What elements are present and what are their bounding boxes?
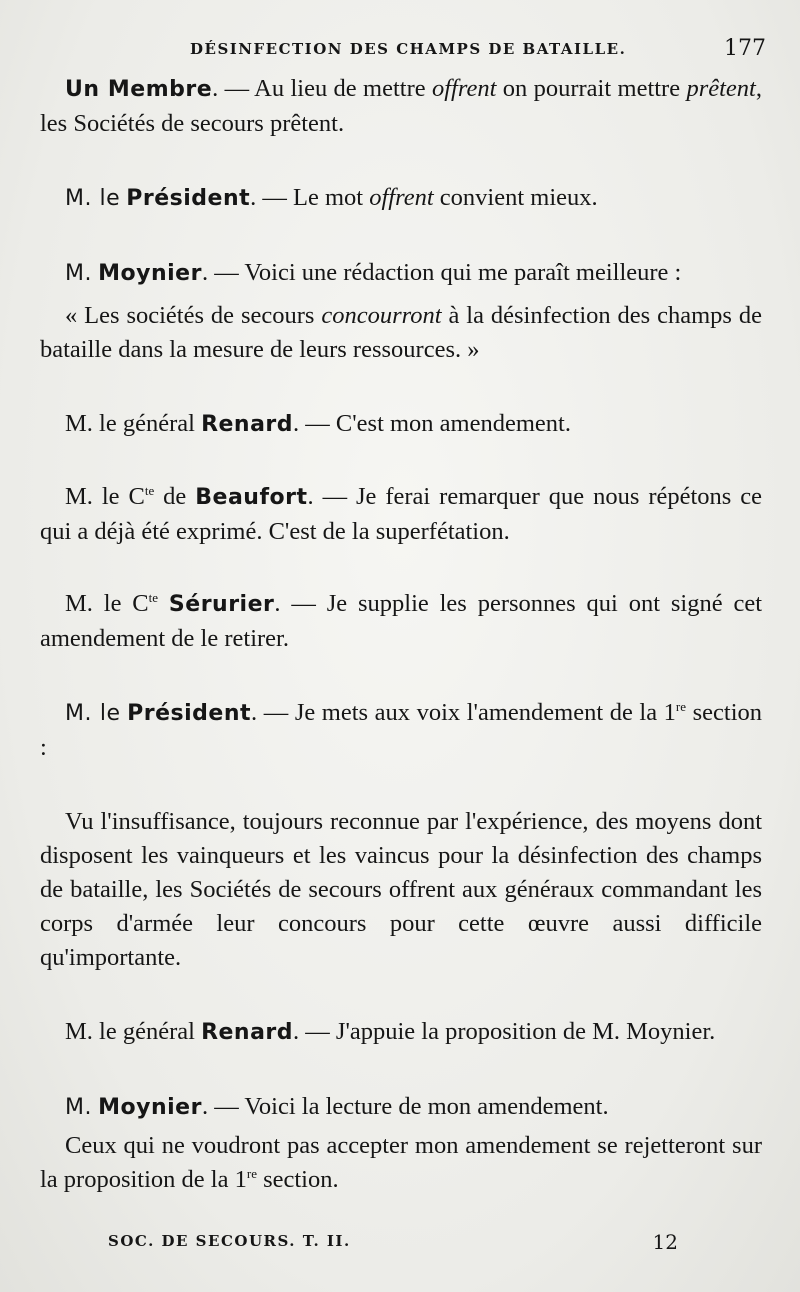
page-number: 177 — [724, 36, 766, 61]
speaker-name: Beaufort — [195, 485, 308, 510]
paragraph-renard-2: M. le général Renard. — J'appuie la proposition de M. Moynier. — [65, 1018, 716, 1045]
signature-number: 12 — [652, 1230, 678, 1254]
speaker-name: Président — [127, 701, 252, 726]
paragraph-beaufort: M. le $C^{te}$ de Beaufort. — Je ferai remarquer que nous répétons ce qui a déjà été exprimé. C'est de la superfétation. — [40, 482, 763, 545]
speaker-name: Un Membre — [65, 77, 213, 102]
speaker-name: Sérurier — [168, 592, 275, 617]
speaker-name: Renard — [201, 412, 294, 437]
speaker-name: Moynier — [98, 261, 202, 286]
speaker-name: Moynier — [98, 1095, 202, 1120]
paragraph-moynier-1: M. Moynier. — Voici une rédaction qui me paraît meilleure : — [65, 259, 682, 286]
paragraph-serurier: M. le $C^{te}$ Sérurier. — Je supplie les personnes qui ont signé cet amendement de le retirer. — [40, 589, 763, 652]
speaker-name: Renard — [201, 1020, 294, 1045]
body-text — [40, 72, 762, 1197]
page-footer — [108, 1232, 678, 1258]
paragraph-president-2: M. le Président. — Je mets aux voix l'amendement de la 1re section : — [40, 698, 763, 761]
paragraph-moynier-2: M. Moynier. — Voici la lecture de mon amendement. — [65, 1093, 609, 1120]
paragraph-closing: Ceux qui ne voudront pas accepter mon amendement se rejetteront sur la proposition de la 1re section. — [40, 1132, 762, 1193]
page-header — [40, 36, 766, 66]
signature-mark: SOC. DE SECOURS. T. II. — [108, 1232, 351, 1250]
running-title: DÉSINFECTION DES CHAMPS DE BATAILLE. — [190, 40, 627, 58]
speaker-name: Président — [126, 186, 251, 211]
paragraph-motion-text: Vu l'insuffisance, toujours reconnue par l'expérience, des moyens dont disposent les vainqueurs et les vaincus pour la désinfection des champs de bataille, les Sociétés de secours offrent aux généraux commandant les corps d'armée leur concours pour cette œuvre aussi difficile qu'importante. — [40, 808, 762, 971]
paragraph-president-1: M. le Président. — Le mot offrent convient mieux. — [65, 184, 598, 211]
paragraph-quote: « Les sociétés de secours concourront à la désinfection des champs de bataille dans la mesure de leurs ressources. » — [40, 302, 763, 363]
paragraph-un-membre: Un Membre. — Au lieu de mettre offrent on pourrait mettre prêtent, les Sociétés de secours prêtent. — [40, 75, 762, 137]
paragraph-renard-1: M. le général Renard. — C'est mon amendement. — [65, 410, 571, 437]
